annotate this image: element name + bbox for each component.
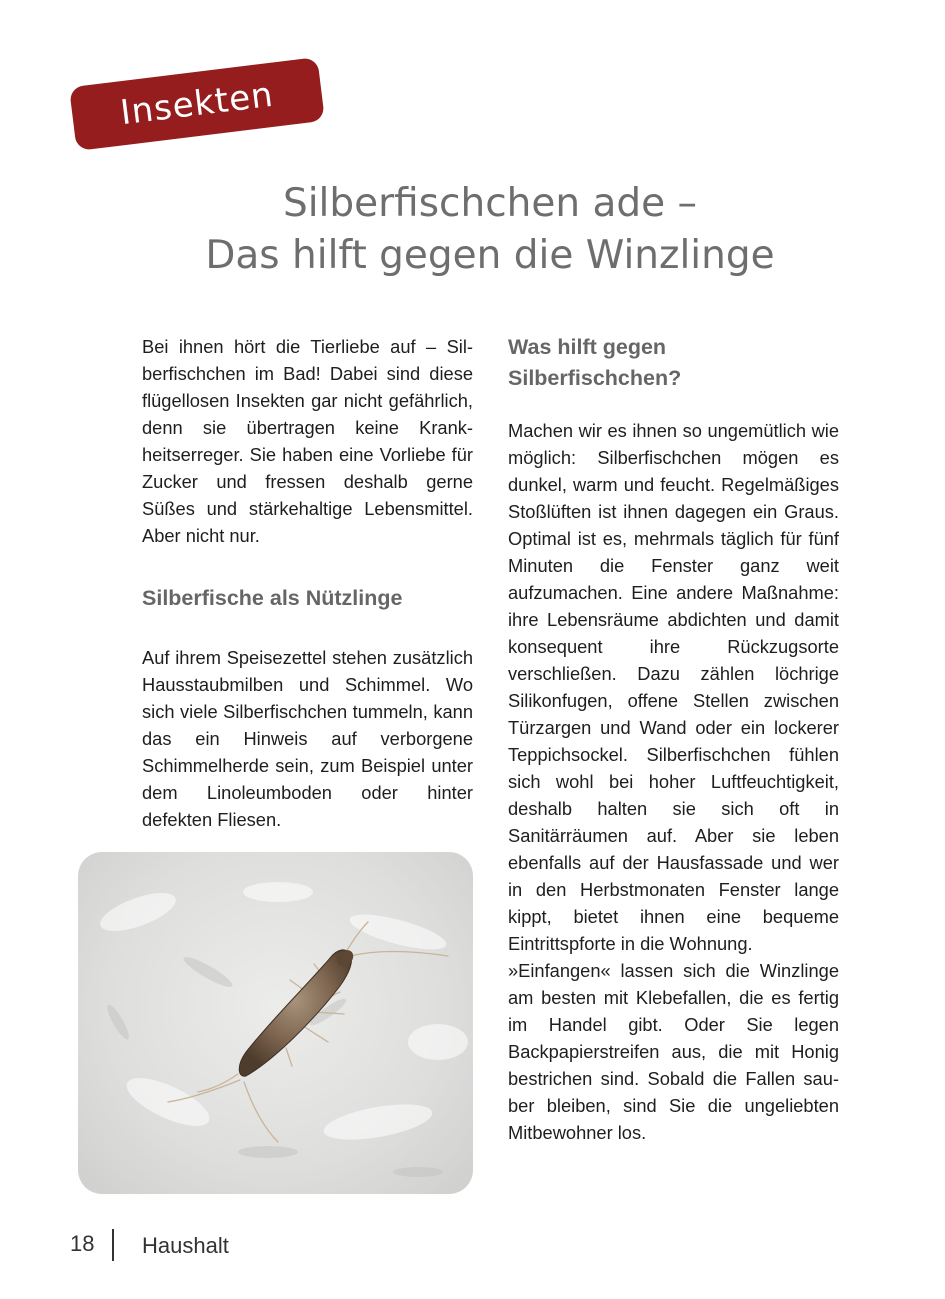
article-title-line-1: Silberfischchen ade – xyxy=(282,181,698,226)
section-heading-was-hilft: Was hilft gegen Silberfischchen? xyxy=(508,335,682,390)
section-heading-nuetzlinge: Silberfische als Nützlinge xyxy=(142,586,403,610)
footer-divider xyxy=(112,1229,114,1261)
category-tag xyxy=(69,57,325,151)
category-tag-label: Insekten xyxy=(118,74,276,134)
left-column xyxy=(142,333,473,833)
article-title-line-2: Das hilft gegen die Winzlinge xyxy=(205,233,775,278)
article-title xyxy=(140,178,840,282)
intro-paragraph: Bei ihnen hört die Tierliebe auf – Silberfischchen im Bad! Dabei sind diese flügellosen Insekten gar nicht gefährlich, denn sie übertragen keine Krankheitserreger. Sie haben eine Vorliebe für Zucker und fressen deshalb gerne Süßes und stärkehaltige Lebensmittel. Aber nicht nur. xyxy=(142,336,473,546)
section-name: Haushalt xyxy=(142,1233,229,1258)
right-column xyxy=(508,332,839,1146)
silverfish-photo xyxy=(78,852,473,1194)
einfangen-paragraph: »Einfangen« lassen sich die Winzlinge am besten mit Klebefallen, die es fertig im Handel gibt. Oder Sie legen Backpapierstreifen aus, die mit Honig bestrichen sind. Sobald die Fallen sauber bleiben, sind Sie die ungeliebten Mitbewohner los. xyxy=(508,960,839,1143)
nuetzlinge-paragraph: Auf ihrem Speisezettel stehen zusätzlich Hausstaubmilben und Schimmel. Wo sich viele Silberfischchen tummeln, kann das ein Hinweis auf verborgene Schimmelherde sein, zum Beispiel unter dem Linoleumboden oder hinter defekten Fliesen. xyxy=(142,647,473,830)
was-hilft-paragraph: Machen wir es ihnen so ungemütlich wie möglich: Silberfischchen mögen es dunkel, warm und feucht. Regelmäßiges Stoßlüften ist ihnen dagegen ein Graus. Optimal ist es, mehrmals täglich für fünf Minuten die Fenster ganz weit aufzumachen. Eine andere Maßnahme: ihre Lebensräume abdichten und damit konsequent ihre Rückzugsorte verschließen. Dazu zählen löchrige Silikonfugen, offene Stellen zwischen Türzargen und Wand oder ein lockerer Teppichsockel. Silberfischchen fühlen sich wohl bei hoher Luftfeuchtigkeit, deshalb halten sie sich oft in Sanitärräumen auf. Aber sie leben ebenfalls auf der Hausfassade und wer in den Herbstmonaten Fenster lange kippt, bietet ihnen eine bequeme Eintrittspforte in die Wohnung. xyxy=(508,420,839,954)
page-number: 18 xyxy=(70,1231,95,1256)
silverfish-illustration xyxy=(78,852,473,1194)
